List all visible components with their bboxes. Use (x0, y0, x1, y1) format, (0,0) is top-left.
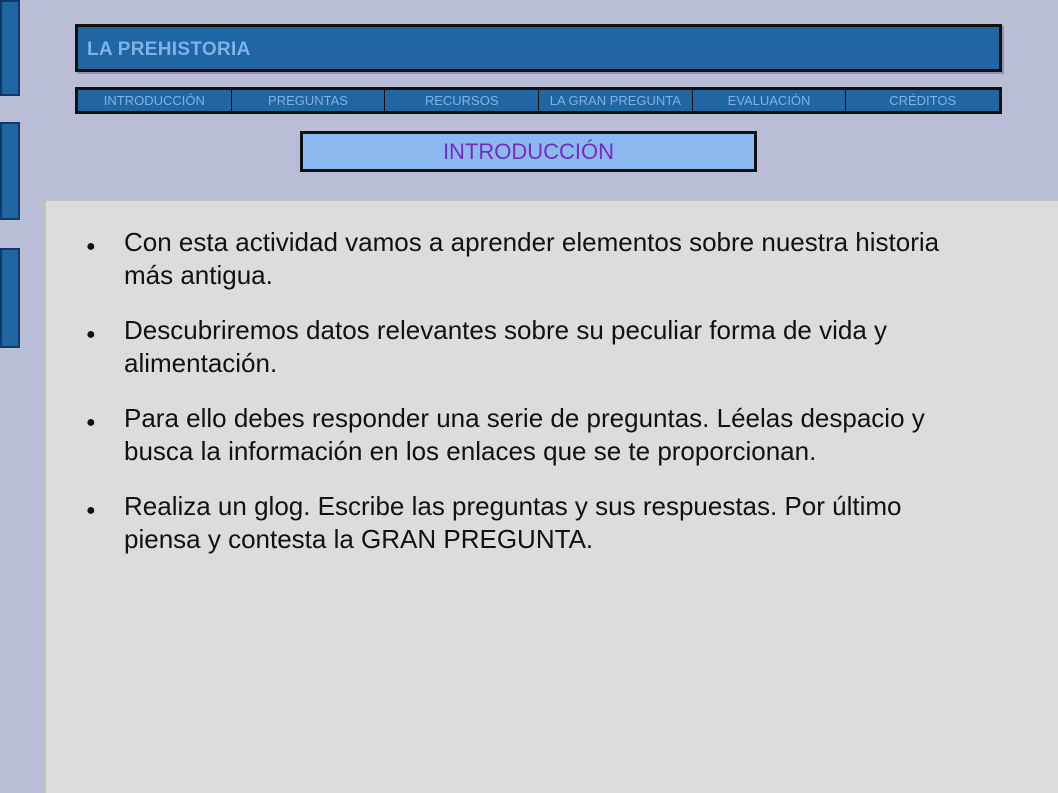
bullet-icon: ● (86, 326, 96, 343)
bullet-text: Descubriremos datos relevantes sobre su peculiar forma de vida y alimentación. (124, 315, 888, 378)
title-bar (75, 24, 1002, 72)
nav-item-la-gran-pregunta[interactable]: LA GRAN PREGUNTA (539, 90, 693, 111)
nav-item-evaluacion[interactable]: EVALUACIÓN (693, 90, 847, 111)
content-panel (44, 199, 1058, 793)
page-title: LA PREHISTORIA (87, 39, 251, 60)
bullet-icon: ● (86, 414, 96, 431)
list-item (86, 490, 966, 556)
nav-item-creditos[interactable]: CRÉDITOS (889, 93, 957, 108)
bullet-list (86, 226, 966, 578)
bullet-text: Para ello debes responder una serie de preguntas. Léelas despacio y busca la información en los enlaces que se te proporcionan. (124, 403, 925, 466)
side-decoration-bar-bottom (0, 248, 20, 348)
main-navigation (75, 87, 1002, 114)
bullet-text: Realiza un glog. Escribe las preguntas y sus respuestas. Por último piensa y contesta la GRAN PREGUNTA. (124, 491, 902, 554)
nav-item-recursos[interactable]: RECURSOS (385, 90, 539, 111)
bullet-text: Con esta actividad vamos a aprender elementos sobre nuestra historia más antigua. (124, 227, 940, 290)
section-title-box (300, 131, 757, 172)
nav-item-preguntas[interactable]: PREGUNTAS (232, 90, 386, 111)
list-item (86, 314, 966, 380)
nav-item-introduccion[interactable]: INTRODUCCIÓN (78, 90, 232, 111)
bullet-icon: ● (86, 238, 96, 255)
list-item (86, 226, 966, 292)
side-decoration-bar-middle (0, 122, 20, 220)
list-item (86, 402, 966, 468)
section-title: INTRODUCCIÓN (442, 138, 615, 164)
bullet-icon: ● (86, 502, 96, 519)
side-decoration-bar-top (0, 0, 20, 96)
